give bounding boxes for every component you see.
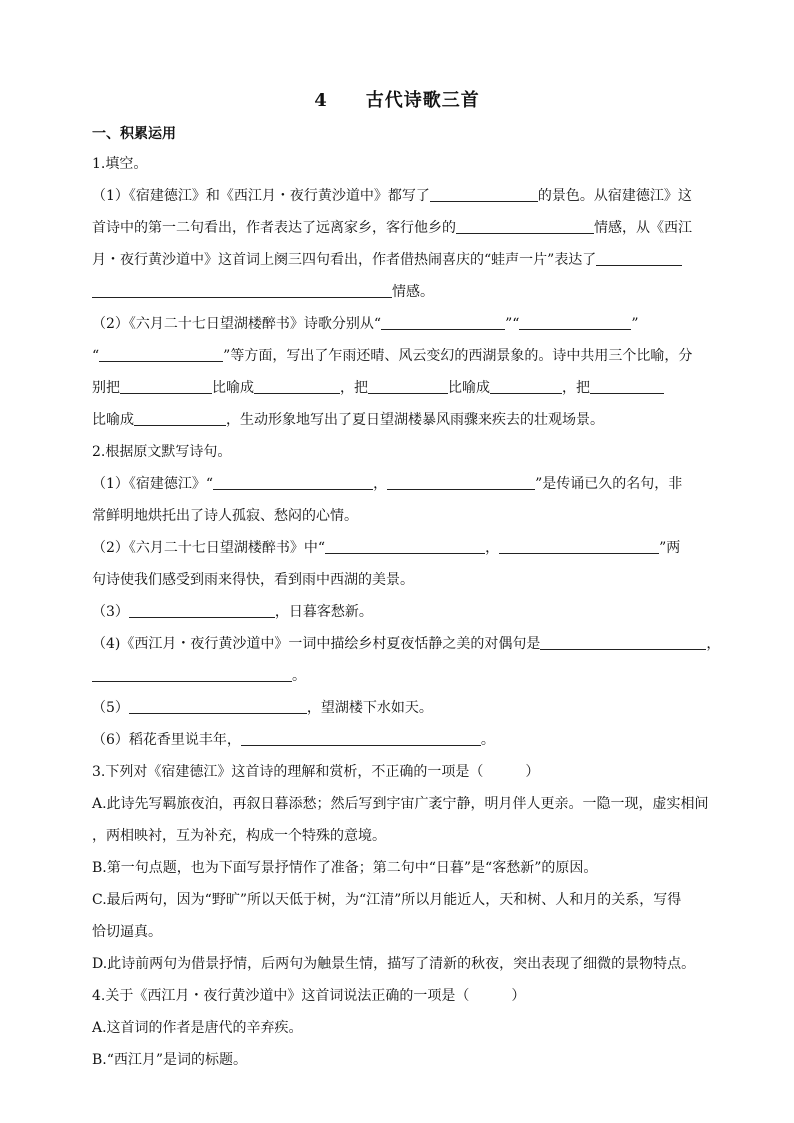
q1-part2-line3: 别把 比喻成 ，把 比喻成 ，把 [92,378,712,398]
section-heading: 一、积累运用 [92,126,176,142]
q4-option-b: B.“西江月”是词的标题。 [92,1052,248,1068]
answer-blank[interactable] [456,219,594,234]
answer-blank[interactable] [490,379,562,394]
answer-blank[interactable] [129,603,275,618]
q2-item5: （5） ，望湖楼下水如天。 [92,700,433,716]
q1-part2-line2: “ ”等方面，写出了乍雨还晴、风云变幻的西湖景象的。诗中共用三个比喻，分 [92,348,693,364]
answer-blank[interactable] [368,379,448,394]
q2-heading: 2.根据原文默写诗句。 [92,444,232,460]
answer-blank[interactable] [129,699,307,714]
q2-item2-line2: 句诗使我们感受到雨来得快，看到雨中西湖的美景。 [92,572,414,588]
q3-option-b: B.第一句点题，也为下面写景抒情作了准备；第二句中“日暮”是“客愁新”的原因。 [92,860,598,876]
q2-item4-line2: 。 [92,666,712,686]
answer-blank[interactable] [120,379,212,394]
answer-blank[interactable] [92,667,292,682]
q4-heading: 4.关于《西江月・夜行黄沙道中》这首词说法正确的一项是（ ） [92,988,526,1004]
page-title [0,86,794,112]
lesson-number: 4 [314,90,328,111]
q1-part1-line4: 情感。 [92,282,712,302]
q1-part2-line1: （2）《六月二十七日望湖楼醉书》诗歌分别从“ ”“ ” [92,316,639,332]
answer-blank[interactable] [381,315,505,330]
q1-part1-line1: （1）《宿建德江》和《西江月・夜行黄沙道中》都写了 的景色。从宿建德江》这 [92,188,692,204]
lesson-title: 古代诗歌三首 [365,90,480,111]
answer-blank[interactable] [213,475,373,490]
answer-blank[interactable] [519,315,631,330]
answer-blank[interactable] [254,379,340,394]
q4-option-a: A.这首词的作者是唐代的辛弃疾。 [92,1020,303,1036]
q3-option-c-line2: 恰切逼真。 [92,924,162,940]
answer-blank[interactable] [325,539,485,554]
q1-heading: 1.填空。 [92,156,148,172]
q3-option-d: D.此诗前两句为借景抒情，后两句为触景生情，描写了清新的秋夜，突出表现了细微的景物特点。 [92,956,696,972]
answer-blank[interactable] [99,347,223,362]
answer-blank[interactable] [92,283,392,298]
answer-blank[interactable] [596,251,682,266]
answer-blank[interactable] [499,539,659,554]
q3-heading: 3.下列对《宿建德江》这首诗的理解和赏析，不正确的一项是（ ） [92,764,540,780]
answer-blank[interactable] [134,411,226,426]
q2-item1-line1: （1）《宿建德江》“ ， ”是传诵已久的名句，非 [92,476,683,492]
q1-part2-line4: 比喻成 ，生动形象地写出了夏日望湖楼暴风雨骤来疾去的壮观场景。 [92,412,604,428]
q2-item6: （6）稻花香里说丰年， 。 [92,732,495,748]
answer-blank[interactable] [241,731,481,746]
q3-option-c-line1: C.最后两句，因为“野旷”所以天低于树，为“江清”所以月能近人，天和树、人和月的关系，写得 [92,892,682,908]
q3-option-a-line1: A.此诗先写羁旅夜泊，再叙日暮添愁；然后写到宇宙广袤宁静，明月伴人更亲。一隐一现，虚实相间 [92,796,709,812]
answer-blank[interactable] [540,635,706,650]
q2-item3: （3） ，日暮客愁新。 [92,604,373,620]
q1-part1-line2: 首诗中的第一二句看出，作者表达了远离家乡，客行他乡的 情感，从《西江 [92,220,692,236]
q2-item2-line1: （2）《六月二十七日望湖楼醉书》中“ ， ”两 [92,540,681,556]
q3-option-a-line2: ，两相映衬，互为补充，构成一个特殊的意境。 [92,828,386,844]
answer-blank[interactable] [590,379,664,394]
answer-blank[interactable] [387,475,535,490]
answer-blank[interactable] [430,187,538,202]
q1-part1-line3: 月・夜行黄沙道中》这首词上阕三四句看出，作者借热闹喜庆的“蛙声一片”表达了 [92,250,712,270]
q2-item4-line1: （4)《西江月・夜行黄沙道中》一词中描绘乡村夏夜恬静之美的对偶句是 ， [92,636,721,652]
q2-item1-line2: 常鲜明地烘托出了诗人孤寂、愁闷的心情。 [92,508,358,524]
